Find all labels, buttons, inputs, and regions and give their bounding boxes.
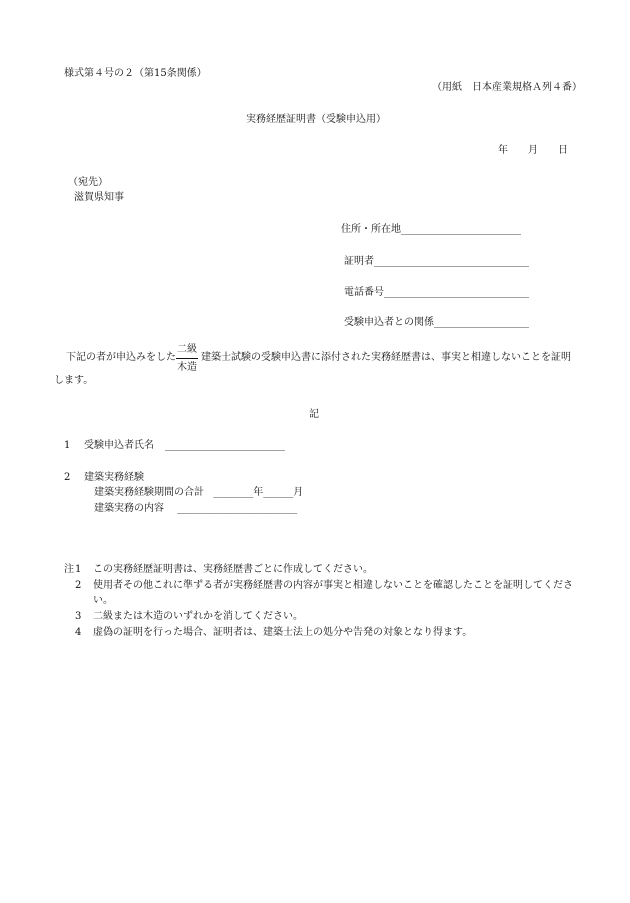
certifier-relation-blank: ___________________	[434, 317, 529, 328]
period-months-blank[interactable]: ______	[263, 487, 294, 498]
grade-selector[interactable]	[176, 344, 198, 374]
content-label: 建築実務の内容	[94, 503, 164, 514]
experience-content-row	[94, 503, 297, 515]
certifier-address-label: 住所・所在地	[341, 224, 401, 235]
date-line: 年 月 日	[498, 145, 568, 156]
certifier-address-field[interactable]	[341, 224, 521, 236]
addressee-prefix: （宛先）	[68, 177, 108, 188]
statement-before: 下記の者が申込みをした	[66, 352, 176, 363]
experience-period-row	[94, 487, 303, 499]
certifier-phone-field[interactable]	[344, 287, 529, 299]
period-label: 建築実務経験期間の合計	[94, 487, 204, 498]
month-unit: 月	[293, 487, 304, 498]
certifier-name-blank: _______________________________	[374, 256, 529, 267]
certifier-relation-label: 受験申込者との関係	[344, 317, 434, 328]
certifier-address-blank: ________________________	[401, 224, 521, 235]
certifier-relation-field[interactable]	[344, 317, 529, 329]
form-number: 様式第４号の２（第15条関係）	[64, 68, 207, 79]
note1-text: この実務経歴証明書は、実務経歴書ごとに作成してください。	[93, 564, 373, 575]
statement-continuation: します。	[54, 375, 94, 386]
paper-size-note: （用紙 日本産業規格Ａ列４番）	[432, 82, 582, 93]
certifier-phone-label: 電話番号	[344, 287, 384, 298]
period-years-blank[interactable]: ________	[213, 487, 254, 498]
certifier-name-label: 証明者	[344, 256, 374, 267]
item2-label: 建築実務経験	[84, 472, 144, 483]
year-unit: 年	[253, 487, 264, 498]
certifier-phone-blank: _____________________________	[384, 287, 529, 298]
grade-option-mokuzo[interactable]: 木造	[177, 362, 197, 373]
statement-after: 建築士試験の受験申込書に添付された実務経歴書は、事実と相違しないことを証明	[201, 352, 571, 363]
note-prefix: 注	[64, 564, 74, 575]
item1-label: 受験申込者氏名	[84, 440, 154, 451]
ki-heading: 記	[309, 409, 319, 420]
page-title: 実務経歴証明書（受験申込用）	[246, 114, 386, 125]
addressee-name: 滋賀県知事	[74, 192, 124, 203]
grade-option-nikyu[interactable]: 二級	[176, 344, 198, 359]
applicant-name-blank[interactable]: ________________________	[165, 440, 285, 451]
note3-number: 3	[75, 611, 82, 622]
note2-text-cont: い。	[93, 595, 113, 606]
note2-text: 使用者その他これに準ずる者が実務経歴書の内容が事実と相違しないことを確認したことを証明してくださ	[93, 580, 573, 591]
certifier-name-field[interactable]	[344, 256, 529, 268]
item2-number: 2	[64, 472, 71, 483]
note4-number: 4	[75, 627, 82, 638]
note3-text: 二級または木造のいずれかを消してください。	[93, 611, 303, 622]
note2-number: 2	[75, 580, 82, 591]
note4-text: 虚偽の証明を行った場合、証明者は、建築士法上の処分や告発の対象となり得ます。	[93, 627, 473, 638]
item1-number: 1	[64, 440, 71, 451]
content-blank[interactable]: ________________________	[177, 503, 298, 514]
note1-number: 1	[75, 564, 82, 575]
